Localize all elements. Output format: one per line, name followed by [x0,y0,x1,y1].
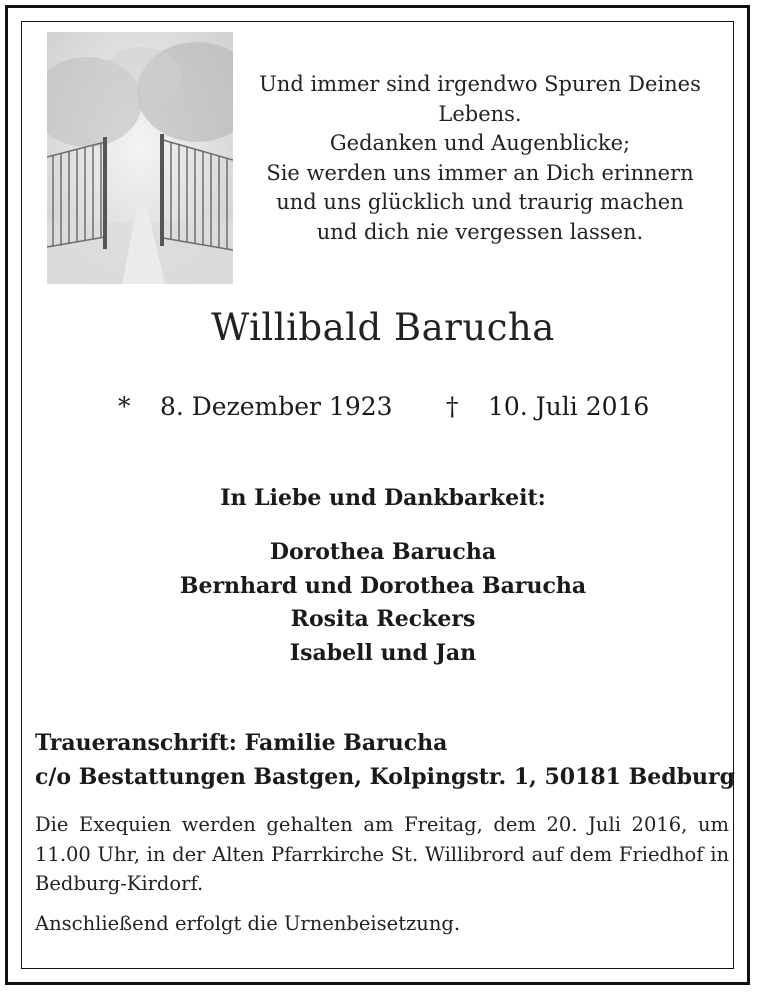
dedication-heading: In Liebe und Dankbarkeit: [220,485,546,511]
birth-star-icon: * [118,392,131,421]
birth-date: 8. Dezember 1923 [159,392,393,421]
mourner-name: Dorothea Barucha [269,539,497,565]
condolence-address [35,726,735,794]
memorial-poem [250,70,710,247]
mourner-name: Rosita Reckers [290,606,476,632]
address-line-street: c/o Bestattungen Bastgen, Kolpingstr. 1, 50181 Bedburg [35,764,735,790]
death-date-line [446,392,649,421]
death-date: 10. Juli 2016 [487,392,650,421]
urn-burial-note: Anschließend erfolgt die Urnenbeisetzung. [35,912,461,935]
mourner-name: Bernhard und Dorothea Barucha [179,572,587,599]
birth-date-line [118,392,393,421]
poem-line: und uns glücklich und traurig machen [276,190,684,214]
death-cross-icon: † [446,392,459,421]
poem-line: Lebens. [438,101,522,126]
funeral-service-info: Die Exequien werden gehalten am Freitag, dem 20. Juli 2016, um 11.00 Uhr, in der Alten Pfarrkirche St. Willibrord auf dem Friedhof in Bedburg-Kirdorf. [35,813,729,895]
poem-line: Und immer sind irgendwo Spuren Deines [259,72,701,96]
cemetery-gate-photo [47,32,233,284]
poem-line: Gedanken und Augenblicke; [329,131,631,155]
address-line-family: Traueranschrift: Familie Barucha [35,730,448,756]
poem-line: und dich nie vergessen lassen. [316,219,644,244]
deceased-name: Willibald Barucha [211,306,555,349]
mourners-list [0,536,766,670]
poem-line: Sie werden uns immer an Dich erinnern [266,160,694,185]
mourner-name: Isabell und Jan [289,639,477,666]
